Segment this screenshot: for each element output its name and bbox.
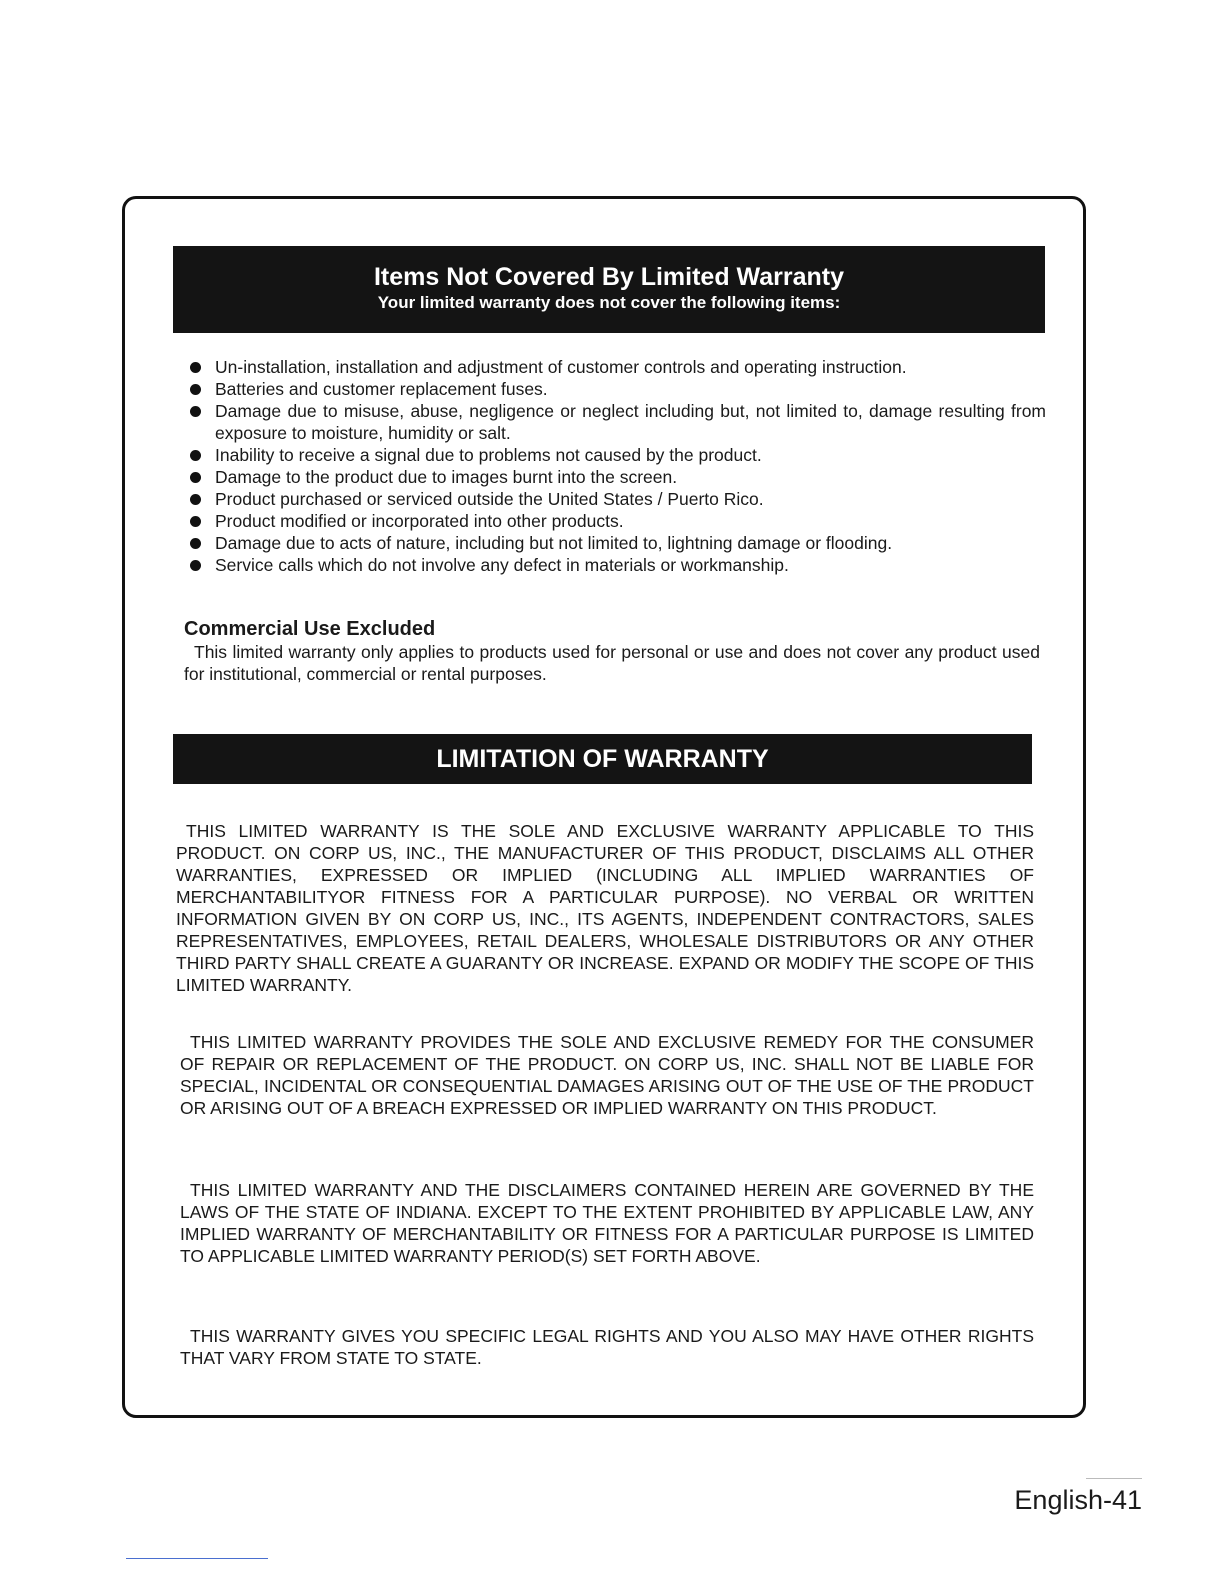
limitation-paragraph: THIS LIMITED WARRANTY PROVIDES THE SOLE AND EXCLUSIVE REMEDY FOR THE CONSUMER OF REPAIR OR REPLACEMENT OF THE PRODUCT. ON CORP US, INC. SHALL NOT BE LIABLE FOR SPECIAL, INCIDENTAL OR CONSEQUENTIAL DAMAGES ARISING OUT OF THE USE OF THE PRODUCT OR ARISING OUT OF A BREACH EXPRESSED OR IMPLIED WARRANTY ON THIS PRODUCT. (180, 1032, 1034, 1118)
list-item (188, 378, 1046, 400)
list-item-text: Damage due to acts of nature, including but not limited to, lightning damage or flooding. (215, 533, 893, 553)
bullet-icon (190, 384, 201, 395)
commercial-use-section (184, 617, 1040, 685)
not-covered-title: Items Not Covered By Limited Warranty (373, 263, 844, 291)
page-number: English-41 (1014, 1485, 1142, 1515)
bottom-divider (126, 1558, 268, 1559)
list-item (188, 510, 1046, 532)
limitation-banner: LIMITATION OF WARRANTY (173, 734, 1032, 784)
footer-divider (1086, 1478, 1142, 1479)
list-item (188, 444, 1046, 466)
list-item (188, 466, 1046, 488)
not-covered-banner (173, 246, 1045, 333)
not-covered-list (188, 356, 1046, 576)
list-item-text: Service calls which do not involve any defect in materials or workmanship. (215, 555, 789, 575)
list-item (188, 554, 1046, 576)
limitation-paragraph: THIS WARRANTY GIVES YOU SPECIFIC LEGAL RIGHTS AND YOU ALSO MAY HAVE OTHER RIGHTS THAT VARY FROM STATE TO STATE. (180, 1326, 1034, 1368)
list-item-text: Damage due to misuse, abuse, negligence or neglect including but, not limited to, damage resulting from exposure to moisture, humidity or salt. (215, 401, 1046, 443)
bullet-icon (190, 472, 201, 483)
bullet-icon (190, 560, 201, 571)
list-item (188, 488, 1046, 510)
limitation-paragraph: THIS LIMITED WARRANTY AND THE DISCLAIMERS CONTAINED HEREIN ARE GOVERNED BY THE LAWS OF THE STATE OF INDIANA. EXCEPT TO THE EXTENT PROHIBITED BY APPLICABLE LAW, ANY IMPLIED WARRANTY OF MERCHANTABILITY OR FITNESS FOR A PARTICULAR PURPOSE IS LIMITED TO APPLICABLE LIMITED WARRANTY PERIOD(S) SET FORTH ABOVE. (180, 1180, 1034, 1266)
list-item-text: Batteries and customer replacement fuses. (215, 379, 548, 399)
list-item (188, 356, 1046, 378)
list-item (188, 400, 1046, 444)
commercial-use-body: This limited warranty only applies to products used for personal or use and does not cover any product used for institutional, commercial or rental purposes. (184, 642, 1040, 684)
list-item-text: Product modified or incorporated into other products. (215, 511, 624, 531)
list-item (188, 532, 1046, 554)
bullet-icon (190, 494, 201, 505)
limitation-paragraph: THIS LIMITED WARRANTY IS THE SOLE AND EXCLUSIVE WARRANTY APPLICABLE TO THIS PRODUCT. ON CORP US, INC., THE MANUFACTURER OF THIS PRODUCT, DISCLAIMS ALL OTHER WARRANTIES, EXPRESSED OR IMPLIED (INCLUDING ALL IMPLIED WARRANTIES OF MERCHANTABILITYOR FITNESS FOR A PARTICULAR PURPOSE). NO VERBAL OR WRITTEN INFORMATION GIVEN BY ON CORP US, INC., ITS AGENTS, INDEPENDENT CONTRACTORS, SALES REPRESENTATIVES, EMPLOYEES, RETAIL DEALERS, WHOLESALE DISTRIBUTORS OR ANY OTHER THIRD PARTY SHALL CREATE A GUARANTY OR INCREASE. EXPAND OR MODIFY THE SCOPE OF THIS LIMITED WARRANTY. (176, 821, 1034, 995)
bullet-icon (190, 362, 201, 373)
bullet-icon (190, 516, 201, 527)
bullet-icon (190, 538, 201, 549)
commercial-use-heading: Commercial Use Excluded (184, 618, 436, 640)
list-item-text: Un-installation, installation and adjustment of customer controls and operating instruction. (215, 357, 907, 377)
list-item-text: Inability to receive a signal due to problems not caused by the product. (215, 445, 762, 465)
list-item-text: Product purchased or serviced outside the United States / Puerto Rico. (215, 489, 764, 509)
list-item-text: Damage to the product due to images burnt into the screen. (215, 467, 678, 487)
bullet-icon (190, 406, 201, 417)
not-covered-subtitle: Your limited warranty does not cover the following items: (377, 293, 841, 312)
bullet-icon (190, 450, 201, 461)
